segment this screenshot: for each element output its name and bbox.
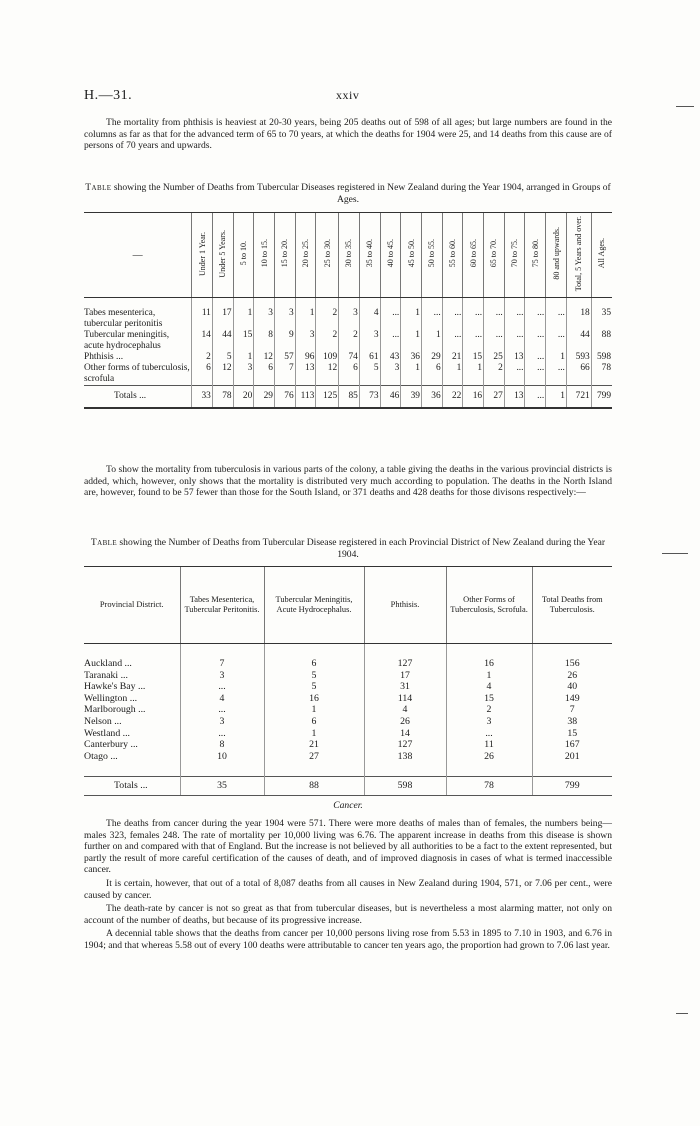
table-cell: ... <box>463 330 484 352</box>
table-cell: 6 <box>421 363 442 386</box>
caption-text: showing the Number of Deaths from Tubercular Diseases registered in New Zealand during the Year 1904, arranged in Groups of Ages. <box>111 182 611 205</box>
caption-lead: Table <box>90 537 118 548</box>
table-cell: 44 <box>566 330 591 352</box>
table-cell: 3 <box>233 363 254 386</box>
table-cell: 5 <box>359 363 380 386</box>
age-group-table <box>84 212 612 409</box>
table-cell: 25 <box>484 352 505 363</box>
table-cell: 721 <box>566 386 591 409</box>
table-cell: 138 <box>364 751 446 763</box>
row-label: Nelson ... <box>84 715 122 727</box>
margin-mark <box>676 106 694 107</box>
table-cell: 8 <box>180 739 264 751</box>
table-cell: 113 <box>295 386 316 409</box>
table-cell: 15 <box>532 728 612 740</box>
table-cell: 127 <box>364 658 446 670</box>
table-cell: 13 <box>504 352 525 363</box>
column-header: 65 to 70. <box>484 213 505 298</box>
table-cell: 16 <box>446 658 532 670</box>
table-cell: 1 <box>401 363 422 386</box>
table-cell: 61 <box>359 352 380 363</box>
table-row <box>84 739 612 751</box>
table-cell: 76 <box>274 386 295 409</box>
table-cell: ... <box>380 308 401 330</box>
row-label: Other forms of tuberculosis, scrofula <box>84 363 190 384</box>
table-cell: 6 <box>264 658 364 670</box>
table-cell: 1 <box>233 352 254 363</box>
table-cell: 20 <box>233 386 254 409</box>
table-cell: 36 <box>401 352 422 363</box>
table-cell: 33 <box>192 386 213 409</box>
table-cell: 125 <box>316 386 339 409</box>
table1-header-row <box>84 213 612 298</box>
table-cell: 156 <box>532 658 612 670</box>
table-cell: ... <box>446 728 532 740</box>
table-cell: 26 <box>532 670 612 682</box>
table-cell: 21 <box>264 739 364 751</box>
cancer-paragraph: A decennial table shows that the deaths from cancer per 10,000 persons living rose from 5.53 in 1895 to 7.10 in 1903, and 6.76 in 1904; and that whereas 5.58 out of every 100 deaths were attributable to cancer ten years ago, the proportion had grown to 7.06 last year. <box>84 928 612 951</box>
table-cell: ... <box>504 330 525 352</box>
table-cell: 4 <box>359 308 380 330</box>
table-cell: ... <box>180 681 264 693</box>
table-cell: 1 <box>264 728 364 740</box>
column-header: 40 to 45. <box>380 213 401 298</box>
table-cell: ... <box>525 363 546 386</box>
table-row <box>84 658 612 670</box>
table-cell: 21 <box>442 352 463 363</box>
table2-caption <box>84 537 612 560</box>
table-cell: 7 <box>532 704 612 716</box>
table-cell: 3 <box>254 308 275 330</box>
row-label: Canterbury ... <box>84 739 138 751</box>
table-cell: ... <box>442 330 463 352</box>
table-cell: 6 <box>339 363 360 386</box>
table-cell: 1 <box>264 704 364 716</box>
table-cell: 4 <box>446 681 532 693</box>
table-cell: 5 <box>264 670 364 682</box>
table-cell: 13 <box>295 363 316 386</box>
column-header: Tabes Mesenterica, Tubercular Peritonitis. <box>180 567 264 644</box>
row-label: Tabes mesenterica, tubercular peritonitis <box>84 308 163 329</box>
table-cell: 11 <box>446 739 532 751</box>
table-row <box>84 751 612 763</box>
column-header: 15 to 20. <box>274 213 295 298</box>
table-cell: 2 <box>446 704 532 716</box>
table-cell: 7 <box>274 363 295 386</box>
table-cell: 1 <box>463 363 484 386</box>
column-header: 50 to 55. <box>421 213 442 298</box>
table-cell: 14 <box>192 330 213 352</box>
table2-totals <box>84 777 612 796</box>
table-cell: 2 <box>192 352 213 363</box>
table-row <box>84 693 612 705</box>
margin-mark <box>662 553 688 554</box>
table-cell: 15 <box>446 693 532 705</box>
row-label: Tubercular meningitis, acute hydrocephalus <box>84 330 170 351</box>
table-cell: 35 <box>180 777 264 796</box>
table-cell: 149 <box>532 693 612 705</box>
table-row <box>84 670 612 682</box>
column-header: Provincial District. <box>84 567 180 644</box>
table-cell: 3 <box>446 716 532 728</box>
table-cell: 16 <box>463 386 484 409</box>
table-row <box>84 386 612 409</box>
table-cell: 43 <box>380 352 401 363</box>
table-cell: 27 <box>484 386 505 409</box>
table-cell: 3 <box>380 363 401 386</box>
table-cell: 39 <box>401 386 422 409</box>
table-cell: 46 <box>380 386 401 409</box>
table-cell: 1 <box>546 386 567 409</box>
table-cell: 2 <box>316 330 339 352</box>
table-cell: 16 <box>264 693 364 705</box>
table-cell: 96 <box>295 352 316 363</box>
table-cell: ... <box>525 308 546 330</box>
table-cell: 1 <box>446 670 532 682</box>
table-row <box>84 330 612 352</box>
table-cell: 9 <box>274 330 295 352</box>
paragraph-text: To show the mortality from tuberculosis in various parts of the colony, a table giving the deaths in the various provincial districts is added, which, however, only shows that the mortality is distributed very much according to population. The deaths in the North Island are, however, found to be 57 fewer than those for the South Island, or 371 deaths and 428 deaths for those divisons respectively:— <box>84 464 612 499</box>
column-header: Total, 5 Years and over. <box>566 213 591 298</box>
row-label: Wellington ... <box>84 692 138 704</box>
table-cell: ... <box>421 308 442 330</box>
row-label: Westland ... <box>84 727 131 739</box>
table-cell: ... <box>504 308 525 330</box>
table-cell: 593 <box>566 352 591 363</box>
table-cell: 2 <box>484 363 505 386</box>
table-cell: 8 <box>254 330 275 352</box>
spacer-row <box>84 762 612 777</box>
margin-mark <box>676 1013 688 1014</box>
cancer-section <box>84 818 612 952</box>
table-row <box>84 363 612 386</box>
table-cell: 799 <box>532 777 612 796</box>
intro-paragraph <box>84 117 612 152</box>
column-header: 60 to 65. <box>463 213 484 298</box>
table-cell: 3 <box>295 330 316 352</box>
table-cell: ... <box>484 308 505 330</box>
table-cell: 3 <box>274 308 295 330</box>
table-cell: 74 <box>339 352 360 363</box>
column-header: 35 to 40. <box>359 213 380 298</box>
table-cell: ... <box>442 308 463 330</box>
table2-body <box>84 644 612 777</box>
table-cell: 27 <box>264 751 364 763</box>
row-label: Marlborough ... <box>84 704 146 716</box>
table-cell: 14 <box>364 728 446 740</box>
caption-text: showing the Number of Deaths from Tubercular Disease registered in each Provincial District of New Zealand during the Year 1904. <box>117 537 606 560</box>
table-cell: 31 <box>364 681 446 693</box>
table-cell: 38 <box>532 716 612 728</box>
table-cell: 3 <box>180 716 264 728</box>
column-header: 70 to 75. <box>504 213 525 298</box>
table-cell: ... <box>546 363 567 386</box>
spacer-row <box>84 644 612 659</box>
table-cell: 2 <box>316 308 339 330</box>
column-header: Total Deaths from Tuberculosis. <box>532 567 612 644</box>
table-cell: ... <box>463 308 484 330</box>
column-header: 10 to 15. <box>254 213 275 298</box>
table-cell: 1 <box>401 330 422 352</box>
table-row <box>84 777 612 796</box>
column-header: All Ages. <box>591 213 612 298</box>
table-cell: 12 <box>212 363 233 386</box>
table-cell: 78 <box>591 363 612 386</box>
table-cell: 26 <box>364 716 446 728</box>
table-cell: 5 <box>212 352 233 363</box>
column-header: 55 to 60. <box>442 213 463 298</box>
table-cell: ... <box>525 386 546 409</box>
table-cell: 109 <box>316 352 339 363</box>
corner-cell: — <box>84 213 192 298</box>
table-cell: 201 <box>532 751 612 763</box>
table-cell: ... <box>380 330 401 352</box>
table-cell: 1 <box>401 308 422 330</box>
table-cell: ... <box>525 330 546 352</box>
table-cell: 88 <box>591 330 612 352</box>
provincial-district-table <box>84 566 612 796</box>
table-cell: 1 <box>295 308 316 330</box>
table-cell: 598 <box>591 352 612 363</box>
table-row <box>84 728 612 740</box>
row-label: Hawke's Bay ... <box>84 681 146 693</box>
column-header: 80 and upwards. <box>546 213 567 298</box>
column-header: 25 to 30. <box>316 213 339 298</box>
cancer-paragraph: The deaths from cancer during the year 1904 were 571. There were more deaths of males than of females, the numbers being—males 323, females 248. The rate of mortality per 10,000 living was 6.76. The apparent increase in deaths from this disease is shown further on and compared with that of England. But the increase is not believed by all authorities to be a fact to the extent represented, but partly the result of more careful certification of the causes of death, and of improved diagnosis in cases of what is termed inaccessible cancer. <box>84 818 612 876</box>
cancer-paragraph: It is certain, however, that out of a total of 8,087 deaths from all causes in New Zealand during 1904, 571, or 7.06 per cent., were caused by cancer. <box>84 877 612 901</box>
page-reference: H.—31. <box>84 88 133 103</box>
table-cell: 167 <box>532 739 612 751</box>
table-cell: 4 <box>364 704 446 716</box>
table-cell: ... <box>525 352 546 363</box>
column-header: 20 to 25. <box>295 213 316 298</box>
table-row <box>84 681 612 693</box>
table1-caption <box>84 182 612 205</box>
cancer-paragraph: The death-rate by cancer is not so great as that from tubercular diseases, but is nevertheless a most alarming matter, not only on account of the number of deaths, but because of its progressive increase. <box>84 903 612 926</box>
table-cell: 88 <box>264 777 364 796</box>
table-cell: 4 <box>180 693 264 705</box>
table-cell: 36 <box>421 386 442 409</box>
row-label: Totals ... <box>84 386 192 409</box>
table-cell: 26 <box>446 751 532 763</box>
table-cell: 6 <box>254 363 275 386</box>
row-label: Totals ... <box>84 777 180 796</box>
table-cell: 3 <box>339 308 360 330</box>
table-cell: 3 <box>180 670 264 682</box>
page-number: xxiv <box>336 88 360 102</box>
column-header: Under 1 Year. <box>192 213 213 298</box>
column-header: Under 5 Years. <box>212 213 233 298</box>
table-cell: 598 <box>364 777 446 796</box>
table-cell: 12 <box>254 352 275 363</box>
table-cell: 1 <box>442 363 463 386</box>
table-cell: 13 <box>504 386 525 409</box>
table2-header-row <box>84 567 612 644</box>
table-row <box>84 308 612 330</box>
table-cell: 6 <box>264 716 364 728</box>
column-header: 75 to 80. <box>525 213 546 298</box>
table-cell: 57 <box>274 352 295 363</box>
table-cell: 7 <box>180 658 264 670</box>
table-cell: 127 <box>364 739 446 751</box>
table-cell: 29 <box>421 352 442 363</box>
table-cell: ... <box>546 330 567 352</box>
table-cell: 5 <box>264 681 364 693</box>
row-label: Auckland ... <box>84 658 132 669</box>
table-cell: 78 <box>212 386 233 409</box>
table-cell: ... <box>180 728 264 740</box>
table-cell: 3 <box>359 330 380 352</box>
table-cell: 85 <box>339 386 360 409</box>
column-header: 5 to 10. <box>233 213 254 298</box>
table-cell: 1 <box>546 352 567 363</box>
table-cell: 1 <box>421 330 442 352</box>
cancer-heading: Cancer. <box>333 800 363 811</box>
table-cell: 12 <box>316 363 339 386</box>
table-cell: 22 <box>442 386 463 409</box>
table-cell: 73 <box>359 386 380 409</box>
row-label: Otago ... <box>84 750 118 762</box>
table-cell: 1 <box>233 308 254 330</box>
caption-lead: Table <box>85 182 112 193</box>
table-row <box>84 716 612 728</box>
table1-totals <box>84 386 612 409</box>
table-cell: 17 <box>212 308 233 330</box>
row-label: Phthisis ... <box>84 352 124 362</box>
spacer-row <box>84 298 612 309</box>
table-cell: 17 <box>364 670 446 682</box>
column-header: 45 to 50. <box>401 213 422 298</box>
middle-paragraph <box>84 464 612 499</box>
column-header: Other Forms of Tuberculosis, Scrofula. <box>446 567 532 644</box>
table-cell: 799 <box>591 386 612 409</box>
table-cell: ... <box>484 330 505 352</box>
table-cell: 2 <box>339 330 360 352</box>
row-label: Taranaki ... <box>84 669 128 681</box>
table-row <box>84 704 612 716</box>
table-cell: 44 <box>212 330 233 352</box>
table-cell: 15 <box>463 352 484 363</box>
table-row <box>84 352 612 363</box>
table-cell: 11 <box>192 308 213 330</box>
table-cell: 15 <box>233 330 254 352</box>
table-cell: 29 <box>254 386 275 409</box>
table-cell: 78 <box>446 777 532 796</box>
table-cell: ... <box>546 308 567 330</box>
table-cell: 18 <box>566 308 591 330</box>
table1-body <box>84 298 612 386</box>
column-header: Phthisis. <box>364 567 446 644</box>
table-cell: 114 <box>364 693 446 705</box>
table-cell: ... <box>504 363 525 386</box>
table-cell: 6 <box>192 363 213 386</box>
table-cell: ... <box>180 704 264 716</box>
paragraph-text: The mortality from phthisis is heaviest at 20-30 years, being 205 deaths out of 598 of all ages; but large numbers are found in the columns as far as that for the advanced term of 65 to 70 years, at which the deaths for 1904 were 25, and 14 deaths from this cause are of persons of 70 years and upwards. <box>84 117 612 152</box>
table-cell: 40 <box>532 681 612 693</box>
table-cell: 66 <box>566 363 591 386</box>
table-cell: 35 <box>591 308 612 330</box>
column-header: 30 to 35. <box>339 213 360 298</box>
column-header: Tubercular Meningitis, Acute Hydrocephalus. <box>264 567 364 644</box>
table-cell: 10 <box>180 751 264 763</box>
